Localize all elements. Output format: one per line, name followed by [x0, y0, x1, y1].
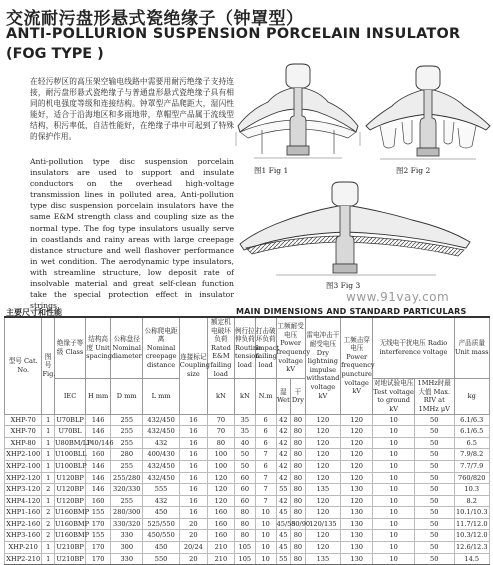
table-cell: 55	[276, 553, 291, 565]
table-cell: 80	[291, 472, 306, 484]
table-cell: 120	[305, 449, 340, 461]
col-sub-dry: 干 Dry	[291, 379, 306, 414]
table-cell: 45	[276, 542, 291, 554]
table-row	[5, 449, 490, 461]
table-cell: XHP2-100	[5, 449, 42, 461]
table-cell: 70	[207, 414, 234, 426]
table-cell: 120	[207, 472, 234, 484]
table-cell: 50	[414, 542, 454, 554]
table-cell: 330	[111, 553, 143, 565]
table-cell: 45/55	[276, 518, 291, 530]
table-cell: 50	[414, 495, 454, 507]
table-cell: 42	[276, 449, 291, 461]
table-row	[5, 542, 490, 554]
table-cell: 120	[341, 460, 373, 472]
table-cell: 120/135	[305, 518, 340, 530]
table-cell: 155	[86, 507, 111, 519]
table-cell: 16	[179, 472, 207, 484]
table-cell: 146	[86, 414, 111, 426]
table-cell: 70	[207, 426, 234, 438]
table-cell: 7	[255, 495, 276, 507]
table-cell: 50	[414, 460, 454, 472]
table-cell: 55	[276, 484, 291, 496]
table-cell: 1	[42, 553, 54, 565]
specifications-table-body	[5, 414, 490, 565]
figure-1-insulator-drawing	[232, 62, 362, 174]
table-cell: 120	[305, 437, 340, 449]
table-cell: 10	[373, 484, 415, 496]
table-cell: 12.6/12.3	[454, 542, 489, 554]
col-header-impact-load: 打击破坏负荷 Impact failing load	[255, 317, 276, 379]
table-row	[5, 553, 490, 565]
table-cell: 50	[414, 518, 454, 530]
table-cell: 80	[291, 484, 306, 496]
table-cell: 130	[341, 530, 373, 542]
table-cell: 16	[179, 449, 207, 461]
section-title-en: MAIN DIMENSIONS AND STANDARD PARTICULARS	[236, 307, 467, 316]
table-cell: 146	[86, 472, 111, 484]
table-row	[5, 426, 490, 438]
table-cell: 80	[291, 507, 306, 519]
table-cell: 1	[42, 426, 54, 438]
col-header-type: 型号 Cat. No.	[5, 317, 42, 414]
table-cell: 20	[179, 530, 207, 542]
table-cell: 140/146	[86, 437, 111, 449]
table-row	[5, 530, 490, 542]
table-cell: 80	[291, 449, 306, 461]
table-cell: 1	[42, 542, 54, 554]
table-cell: 50	[414, 530, 454, 542]
table-cell: 555	[143, 484, 179, 496]
table-cell: U120BP	[54, 472, 85, 484]
col-header-routine-load: 例行拉伸负荷 Routine tension load	[234, 317, 255, 379]
table-row	[5, 507, 490, 519]
table-cell: 760/820	[454, 472, 489, 484]
table-cell: 2	[42, 530, 54, 542]
table-cell: 130	[341, 553, 373, 565]
table-cell: 120	[341, 449, 373, 461]
table-cell: 160	[86, 495, 111, 507]
col-sub-routine: kN	[234, 379, 255, 414]
col-header-fig: 图号 Fig.	[42, 317, 54, 414]
table-cell: 6.5	[454, 437, 489, 449]
table-cell: 2	[42, 507, 54, 519]
table-cell: 60	[234, 484, 255, 496]
table-cell: U160BMP	[54, 530, 85, 542]
col-sub-creepage: L mm	[143, 379, 179, 414]
table-cell: 255	[111, 426, 143, 438]
table-row	[5, 495, 490, 507]
col-header-riv: 无线电干扰电压 Radio interference voltage	[373, 317, 454, 379]
table-cell: 550	[143, 553, 179, 565]
table-cell: 120	[341, 414, 373, 426]
table-cell: 20/24	[179, 542, 207, 554]
table-cell: 7	[255, 484, 276, 496]
table-cell: 10	[255, 507, 276, 519]
table-cell: 80	[291, 530, 306, 542]
table-cell: 105	[234, 553, 255, 565]
table-cell: 1	[42, 460, 54, 472]
table-cell: 120	[305, 426, 340, 438]
col-sub-failing: kN	[207, 379, 234, 414]
table-cell: XHP-70	[5, 414, 42, 426]
table-cell: 300	[111, 542, 143, 554]
table-cell: XHP2-210	[5, 553, 42, 565]
specifications-table	[4, 316, 490, 565]
table-cell: 10.1/10.3	[454, 507, 489, 519]
table-cell: 525/550	[143, 518, 179, 530]
table-cell: 6.1/6.5	[454, 426, 489, 438]
table-cell: XHP1-160	[5, 507, 42, 519]
table-cell: 60	[234, 472, 255, 484]
table-cell: 330	[111, 530, 143, 542]
table-cell: 50	[234, 460, 255, 472]
table-cell: 10	[373, 460, 415, 472]
table-cell: 10	[373, 449, 415, 461]
table-cell: 10	[373, 507, 415, 519]
table-cell: 11.7/12.0	[454, 518, 489, 530]
table-cell: 50	[414, 414, 454, 426]
table-cell: 120	[341, 495, 373, 507]
table-cell: 120	[207, 495, 234, 507]
table-cell: 160	[207, 507, 234, 519]
table-cell: 60	[234, 495, 255, 507]
table-cell: 170	[86, 542, 111, 554]
table-cell: 170	[86, 518, 111, 530]
table-cell: 280/300	[111, 507, 143, 519]
table-cell: XHP3-120	[5, 484, 42, 496]
table-cell: 255/280	[111, 472, 143, 484]
table-cell: 120	[305, 414, 340, 426]
table-cell: 170	[86, 553, 111, 565]
col-header-class: 绝缘子等级 Class	[54, 317, 85, 379]
table-cell: 210	[207, 553, 234, 565]
table-row	[5, 484, 490, 496]
intro-english: Anti-pollution type disc suspension porcelain insulators are used to support and insulate conductors on the overhead high-voltage transmission lines in polluted area, Anti-pollution type disc suspension porcelain insulators have the same E&M strength class and coupling size as the normal type. The fog type insulators usually serve in coastlands and rainy areas with large creepage distance structure and well flashover performance in wet condition. The aerodynamic type insulators, with streamline structure, low deposit rate of insolvable material and great self-clean function take the special protection effect in insulator strings.	[30, 157, 234, 311]
table-cell: 1	[42, 495, 54, 507]
table-cell: 450	[143, 542, 179, 554]
table-row	[5, 414, 490, 426]
col-header-creepage: 公称爬电距离 Nominal creepage distance	[143, 317, 179, 379]
table-cell: 130	[341, 518, 373, 530]
table-cell: 1	[42, 472, 54, 484]
table-cell: U70BLP	[54, 414, 85, 426]
table-cell: XHP4-120	[5, 495, 42, 507]
table-cell: 130	[341, 542, 373, 554]
figure-2-insulator-drawing	[362, 62, 492, 174]
table-cell: 2	[42, 518, 54, 530]
table-cell: U120BP	[54, 484, 85, 496]
table-cell: 432/450	[143, 426, 179, 438]
table-cell: 42	[276, 460, 291, 472]
table-cell: 160	[207, 518, 234, 530]
table-cell: 80	[291, 542, 306, 554]
table-row	[5, 518, 490, 530]
table-cell: 1	[42, 449, 54, 461]
table-cell: 135	[305, 484, 340, 496]
table-cell: 80	[207, 437, 234, 449]
table-cell: 16	[179, 507, 207, 519]
table-cell: 35	[234, 426, 255, 438]
table-cell: 80	[291, 553, 306, 565]
table-cell: 6.1/6.3	[454, 414, 489, 426]
table-cell: 255	[111, 460, 143, 472]
col-sub-riv-test: 对地试验电压 Test voltage to ground kV	[373, 379, 414, 413]
table-cell: 120	[207, 484, 234, 496]
table-cell: 16	[179, 414, 207, 426]
table-cell: 10	[373, 542, 415, 554]
table-row	[5, 460, 490, 472]
table-cell: 80	[291, 426, 306, 438]
table-cell: 42	[276, 426, 291, 438]
table-cell: 255	[111, 437, 143, 449]
table-cell: 50	[414, 553, 454, 565]
table-cell: XHP2-160	[5, 518, 42, 530]
table-cell: 105	[234, 542, 255, 554]
table-cell: 1	[42, 437, 54, 449]
figure-3-insulator-drawing	[236, 178, 490, 288]
table-cell: XHP-210	[5, 542, 42, 554]
figure-2-label: 图2 Fig 2	[396, 166, 431, 175]
table-cell: 80	[234, 518, 255, 530]
table-cell: 20	[179, 518, 207, 530]
table-cell: 432	[143, 495, 179, 507]
table-cell: 80	[291, 414, 306, 426]
col-header-mass: 产品质量 Unit mass	[454, 317, 489, 379]
table-cell: 432	[143, 437, 179, 449]
table-cell: 10	[373, 553, 415, 565]
table-cell: 6	[255, 460, 276, 472]
table-cell: XHP3-160	[5, 530, 42, 542]
col-header-diameter: 公称盘径 Nominal diameter	[111, 317, 143, 379]
table-cell: 80	[291, 495, 306, 507]
figure-3-label: 图3 Fig 3	[326, 281, 361, 290]
watermark-text: www.91vay.com	[346, 290, 450, 304]
table-cell: 1	[42, 414, 54, 426]
table-row	[5, 472, 490, 484]
page-title-en-type: (FOG TYPE )	[6, 46, 104, 62]
col-sub-class: IEC	[54, 379, 85, 414]
table-cell: 432/450	[143, 414, 179, 426]
table-cell: 42	[276, 495, 291, 507]
col-sub-diameter: D mm	[111, 379, 143, 414]
table-cell: 330/320	[111, 518, 143, 530]
table-cell: 450/550	[143, 530, 179, 542]
table-cell: 400/430	[143, 449, 179, 461]
table-cell: 120	[305, 495, 340, 507]
table-cell: 80	[291, 437, 306, 449]
page-title-en: ANTI-POLLURION SUSPENSION PORCELAIN INSULATOR	[6, 26, 461, 42]
table-cell: 7	[255, 472, 276, 484]
table-cell: 50	[414, 472, 454, 484]
table-cell: U160BMP	[54, 507, 85, 519]
table-cell: 40	[234, 437, 255, 449]
table-cell: 80	[291, 460, 306, 472]
table-cell: 160	[86, 449, 111, 461]
table-cell: 80/90	[291, 518, 306, 530]
table-cell: 16	[179, 460, 207, 472]
table-cell: 35	[234, 414, 255, 426]
table-cell: 120	[341, 472, 373, 484]
table-cell: 80	[234, 530, 255, 542]
table-cell: 10	[373, 472, 415, 484]
table-cell: 10.3/12.0	[454, 530, 489, 542]
table-cell: 160	[207, 530, 234, 542]
section-title-cn: 主要尺寸和性能	[6, 308, 62, 317]
table-cell: 450	[143, 507, 179, 519]
figure-1-label: 图1 Fig 1	[254, 166, 289, 175]
col-header-puncture: 工频击穿电压 Power frequency puncture voltage kV	[341, 317, 373, 414]
table-cell: 432/450	[143, 460, 179, 472]
table-cell: 42	[276, 437, 291, 449]
table-cell: 20	[179, 553, 207, 565]
table-cell: 80	[234, 507, 255, 519]
table-cell: 120	[305, 542, 340, 554]
table-cell: 42	[276, 414, 291, 426]
table-cell: 8.2	[454, 495, 489, 507]
table-cell: U120BP	[54, 495, 85, 507]
table-cell: 6	[255, 426, 276, 438]
table-cell: 14.5	[454, 553, 489, 565]
table-cell: 16	[179, 426, 207, 438]
table-cell: 16	[179, 495, 207, 507]
table-cell: 10	[255, 553, 276, 565]
table-cell: U210BP	[54, 553, 85, 565]
table-cell: U80BM/LP	[54, 437, 85, 449]
col-sub-mass: kg	[454, 379, 489, 414]
table-cell: 255	[111, 495, 143, 507]
table-cell: U100BLL	[54, 449, 85, 461]
table-cell: 16	[179, 437, 207, 449]
table-cell: 120	[305, 472, 340, 484]
table-cell: 146	[86, 484, 111, 496]
col-sub-wet: 湿 Wet	[276, 379, 291, 414]
table-cell: XHP2-120	[5, 472, 42, 484]
col-header-failing-load: 额定机电破坏负荷 Rated E&M failing load	[207, 317, 234, 379]
table-cell: 130	[341, 484, 373, 496]
table-cell: 50	[414, 426, 454, 438]
col-header-spacing: 结构高度 Unit spacing	[86, 317, 111, 379]
table-cell: 320/330	[111, 484, 143, 496]
table-cell: XHP-80	[5, 437, 42, 449]
table-row	[5, 437, 490, 449]
col-sub-impact: N.m	[255, 379, 276, 414]
table-cell: 120	[305, 460, 340, 472]
table-cell: 10	[373, 518, 415, 530]
page-title-cn: 交流耐污盘形悬式瓷绝缘子（钟罩型）	[6, 9, 304, 29]
table-cell: 7.9/8.2	[454, 449, 489, 461]
table-cell: 255	[111, 414, 143, 426]
table-cell: 135	[305, 553, 340, 565]
table-cell: 120	[305, 507, 340, 519]
table-cell: 50	[414, 507, 454, 519]
table-cell: 210	[207, 542, 234, 554]
table-cell: 130	[341, 507, 373, 519]
table-cell: 280	[111, 449, 143, 461]
table-cell: 10	[373, 426, 415, 438]
table-cell: 50	[414, 449, 454, 461]
table-cell: 50	[414, 484, 454, 496]
table-cell: 100	[207, 449, 234, 461]
table-cell: 100	[207, 460, 234, 472]
table-cell: 10	[373, 437, 415, 449]
table-cell: 45	[276, 530, 291, 542]
table-cell: 146	[86, 460, 111, 472]
table-cell: 155	[86, 530, 111, 542]
table-cell: 10	[373, 530, 415, 542]
table-cell: 42	[276, 472, 291, 484]
table-cell: 432/450	[143, 472, 179, 484]
table-cell: XHP-70	[5, 426, 42, 438]
table-cell: 16	[179, 484, 207, 496]
col-header-power-frequency: 工频耐受电压 Power frequency voltage kV	[276, 317, 305, 379]
table-cell: 10.3	[454, 484, 489, 496]
table-cell: 7	[255, 449, 276, 461]
table-cell: 10	[255, 518, 276, 530]
table-cell: 7.7/7.9	[454, 460, 489, 472]
intro-chinese: 在轻污秽区的高压架空输电线路中需要用耐污绝缘子支持连接，耐污盘形悬式瓷绝缘子与普通盘形悬式瓷绝缘子具有相同的机电强度等级和连接结构。钟罩型产品爬距大，湿闪性能好，适合于沿海地区和多雨地带，草帽型产品属于流线型结构，积污率低，自洁性能好，在绝缘子串中可起到了特殊的保护作用。	[30, 77, 234, 142]
table-cell: 2	[42, 484, 54, 496]
table-cell: 6	[255, 414, 276, 426]
table-cell: 6	[255, 437, 276, 449]
table-cell: 10	[255, 542, 276, 554]
table-cell: U210BP	[54, 542, 85, 554]
table-cell: 10	[373, 414, 415, 426]
table-cell: 50	[234, 449, 255, 461]
table-cell: 120	[341, 437, 373, 449]
table-cell: XHP2-100	[5, 460, 42, 472]
col-header-lightning: 雷电冲击干耐受电压 Dry lightning impulse withstand voltage kV	[305, 317, 340, 414]
table-cell: 120	[341, 426, 373, 438]
table-cell: 146	[86, 426, 111, 438]
col-header-coupling: 连接标记 Coupling size	[179, 317, 207, 414]
table-cell: U70BL	[54, 426, 85, 438]
table-cell: 45	[276, 507, 291, 519]
table-cell: 120	[305, 530, 340, 542]
table-cell: 50	[414, 437, 454, 449]
table-cell: 10	[373, 495, 415, 507]
col-sub-riv-max: 1MHz时最大值 Max. RIV at 1MHz μV	[414, 379, 454, 414]
table-cell: U100BLP	[54, 460, 85, 472]
table-cell: U160BMP	[54, 518, 85, 530]
col-sub-spacing: H mm	[86, 379, 111, 414]
table-cell: 10	[255, 530, 276, 542]
